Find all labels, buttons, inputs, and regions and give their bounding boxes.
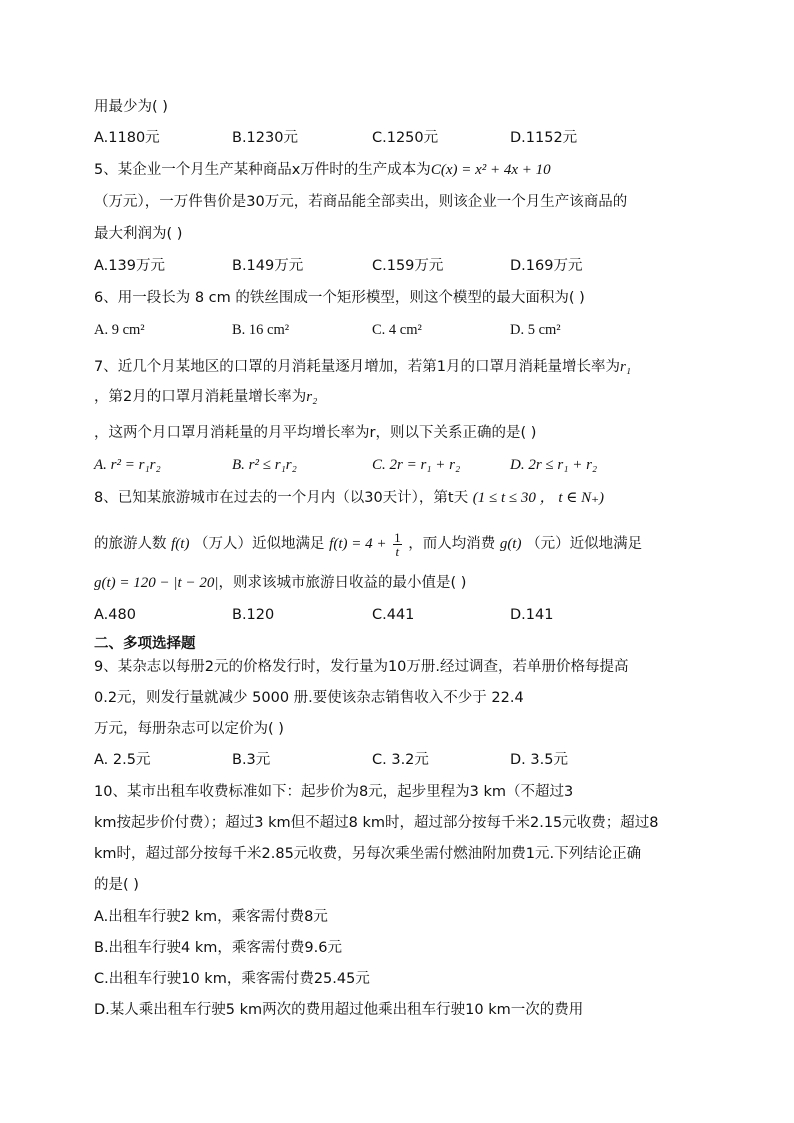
q6-option-d: D. 5 cm² xyxy=(510,322,561,338)
q9-line3: 万元，每册杂志可以定价为( ) xyxy=(94,721,284,737)
q8-g-symbol: g(t) xyxy=(499,536,522,552)
q6-options xyxy=(94,319,734,341)
q8-g-formula: g(t) = 120 − |t − 20| xyxy=(94,575,219,591)
q7-var-r1: r₁ xyxy=(619,359,632,375)
q8-f-symbol: f(t) xyxy=(171,536,190,552)
q5-option-a: A.139万元 xyxy=(94,258,165,274)
q8-fraction-numerator: 1 xyxy=(394,529,401,545)
q8-option-c: C.441 xyxy=(372,607,415,623)
q10-line1: 10、某市出租车收费标准如下：起步价为8元，起步里程为3 km（不超过3 xyxy=(94,784,574,800)
q8-line1: 8、已知某旅游城市在过去的一个月内（以30天计），第t天 (1 ≤ t ≤ 30 ， t ∈ N₊) xyxy=(94,490,605,506)
q8-option-a: A.480 xyxy=(94,607,136,623)
q8-line3: g(t) = 120 − |t − 20|，则求该城市旅游日收益的最小值是( ) xyxy=(94,575,467,591)
q9-option-a: A. 2.5元 xyxy=(94,752,151,768)
section-title: 二、多项选择题 xyxy=(94,636,196,652)
q8-option-b: B.120 xyxy=(232,607,275,623)
q5-option-c: C.159万元 xyxy=(372,258,444,274)
q4-options xyxy=(94,127,734,149)
q5-line2: （万元），一万件售价是30万元，若商品能全部卖出，则该企业一个月生产该商品的 xyxy=(94,194,628,210)
q7-option-b: B. r² ≤ r₁r₂ xyxy=(232,457,297,473)
q10-line4: 的是( ) xyxy=(94,877,139,893)
q7-var-r2: r₂ xyxy=(306,389,318,405)
q8-fraction xyxy=(393,531,402,558)
q5-options xyxy=(94,255,734,277)
q9-options xyxy=(94,749,734,771)
q9-option-d: D. 3.5元 xyxy=(510,752,568,768)
q5-line3: 最大利润为( ) xyxy=(94,226,183,242)
q7-option-c: C. 2r = r₁ + r₂ xyxy=(372,457,461,473)
q4-option-c: C.1250元 xyxy=(372,130,439,146)
q8-day-condition: (1 ≤ t ≤ 30 ， t ∈ N₊) xyxy=(472,490,605,506)
q7-line3: ，这两个月口罩月消耗量的月平均增长率为r，则以下关系正确的是( ) xyxy=(94,425,537,441)
q10-line2: km按起步价付费）；超过3 km但不超过8 km时，超过部分按每千米2.15元收费；超过8 xyxy=(94,815,659,831)
q8-f-formula: f(t) = 4 + xyxy=(329,536,387,552)
q6-option-c: C. 4 cm² xyxy=(372,322,422,338)
q7-option-a: A. r² = r₁r₂ xyxy=(94,457,161,473)
q5-option-b: B.149万元 xyxy=(232,258,304,274)
q8-fraction-denominator: t xyxy=(395,543,400,559)
q5-line1: 5、某企业一个月生产某种商品x万件时的生产成本为C(x) = x² + 4x + 10 xyxy=(94,162,551,178)
q4-option-d: D.1152元 xyxy=(510,130,578,146)
q8-line2: 的旅游人数 f(t) （万人）近似地满足 f(t) = 4 + $\frac{1}{t}$ ，而人均消费 g(t) （元）近似地满足 xyxy=(94,529,643,559)
q7-option-d: D. 2r ≤ r₁ + r₂ xyxy=(510,457,598,473)
q10-line3: km时，超过部分按每千米2.85元收费，另每次乘坐需付燃油附加费1元.下列结论正确 xyxy=(94,846,642,862)
q4-option-b: B.1230元 xyxy=(232,130,298,146)
q7-options xyxy=(94,454,734,476)
q6-option-b: B. 16 cm² xyxy=(232,322,290,338)
q6-option-a: A. 9 cm² xyxy=(94,322,145,338)
q8-option-d: D.141 xyxy=(510,607,554,623)
q10-option-b: B.出租车行驶4 km，乘客需付费9.6元 xyxy=(94,940,342,956)
q10-option-d: D.某人乘出租车行驶5 km两次的费用超过他乘出租车行驶10 km一次的费用 xyxy=(94,1002,584,1018)
q4-tail-text: 用最少为( ) xyxy=(94,99,168,115)
q6-text: 6、用一段长为 8 cm 的铁丝围成一个矩形模型，则这个模型的最大面积为( ) xyxy=(94,290,585,306)
q9-line1: 9、某杂志以每册2元的价格发行时，发行量为10万册.经过调查，若单册价格每提高 xyxy=(94,659,629,675)
q9-option-b: B.3元 xyxy=(232,752,271,768)
q8-options xyxy=(94,604,734,626)
q5-option-d: D.169万元 xyxy=(510,258,583,274)
q9-line2: 0.2元，则发行量就减少 5000 册.要使该杂志销售收入不少于 22.4 xyxy=(94,690,524,706)
q9-option-c: C. 3.2元 xyxy=(372,752,429,768)
q7-line2: ，第2月的口罩月消耗量增长率为r₂ xyxy=(94,389,318,405)
q4-option-a: A.1180元 xyxy=(94,130,160,146)
q7-line1: 7、近几个月某地区的口罩的月消耗量逐月增加，若第1月的口罩月消耗量增长率为r₁ xyxy=(94,359,632,375)
q10-option-c: C.出租车行驶10 km，乘客需付费25.45元 xyxy=(94,971,370,987)
q5-cost-formula: C(x) = x² + 4x + 10 xyxy=(430,162,551,178)
q10-option-a: A.出租车行驶2 km，乘客需付费8元 xyxy=(94,909,328,925)
